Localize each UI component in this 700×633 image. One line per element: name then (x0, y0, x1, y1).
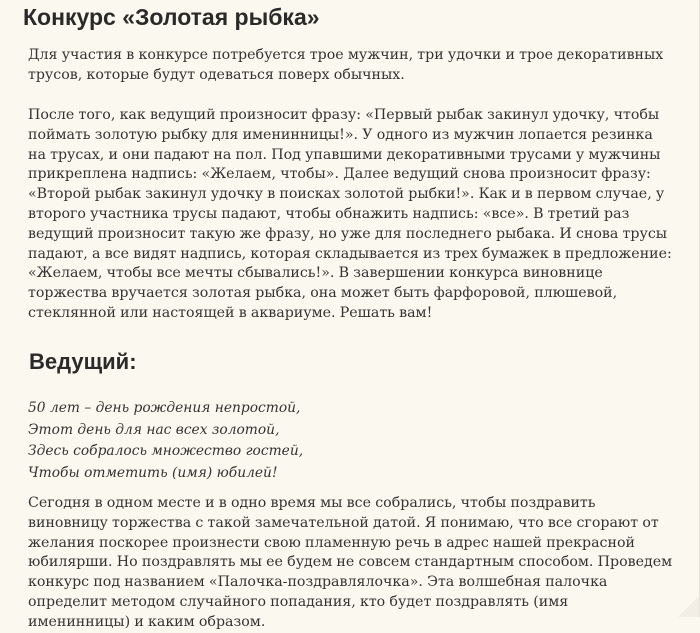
intro-paragraph: Для участия в конкурсе потребуется трое мужчин, три удочки и трое декоративных трусов, которые будут одеваться поверх обычных. (28, 47, 664, 83)
poem-line: Здесь собралось множество гостей, (28, 443, 304, 460)
contest-title: Конкурс «Золотая рыбка» (23, 4, 320, 30)
poem-line: Чтобы отметить (имя) юбилей! (28, 464, 278, 481)
poem-line: Этот день для нас всех золотой, (28, 421, 280, 438)
host-speech-paragraph: Сегодня в одном месте и в одно время мы все собрались, чтобы поздравить виновницу торжества с такой замечательной датой. Я понимаю, что все сгорают от желания поскорее произнести свою пламенную речь в адрес нашей прекрасной юбилярши. Но поздравлять мы ее будем не совсем стандартным способом. Проведем конкурс под названием «Палочка-поздравлялочка». Эта волшебная палочка определит методом случайного попадания, кто будет поздравлять (имя именинницы) и каким образом. (28, 495, 673, 630)
host-heading: Ведущий: (29, 349, 137, 374)
poem-line: 50 лет – день рождения непростой, (28, 400, 301, 416)
contest-description-paragraph: После того, как ведущий произносит фразу: «Первый рыбак закинул удочку, чтобы поймать золотую рыбку для именинницы!». У одного из мужчин лопается резинка на трусах, и они падают на пол. Под упавшими декоративными трусами у мужчины прикреплена надпись: «Желаем, чтобы». Далее ведущий снова произносит фразу: «Второй рыбак закинул удочку в поисках золотой рыбки!». Как и в первом случае, у второго участника трусы падают, чтобы обнажить надпись: «все». В третий раз ведущий произносит такую же фразу, но уже для последнего рыбака. И снова трусы падают, а все видят надпись, которая складывается из трех бумажек в предложение: «Желаем, чтобы все мечты сбывались!». В завершении конкурса виновнице торжества вручается золотая рыбка, она может быть фарфоровой, плюшевой, стеклянной или настоящей в аквариуме. Решать вам! (28, 107, 672, 321)
poem (28, 398, 303, 484)
page-corner-decoration (677, 597, 699, 617)
